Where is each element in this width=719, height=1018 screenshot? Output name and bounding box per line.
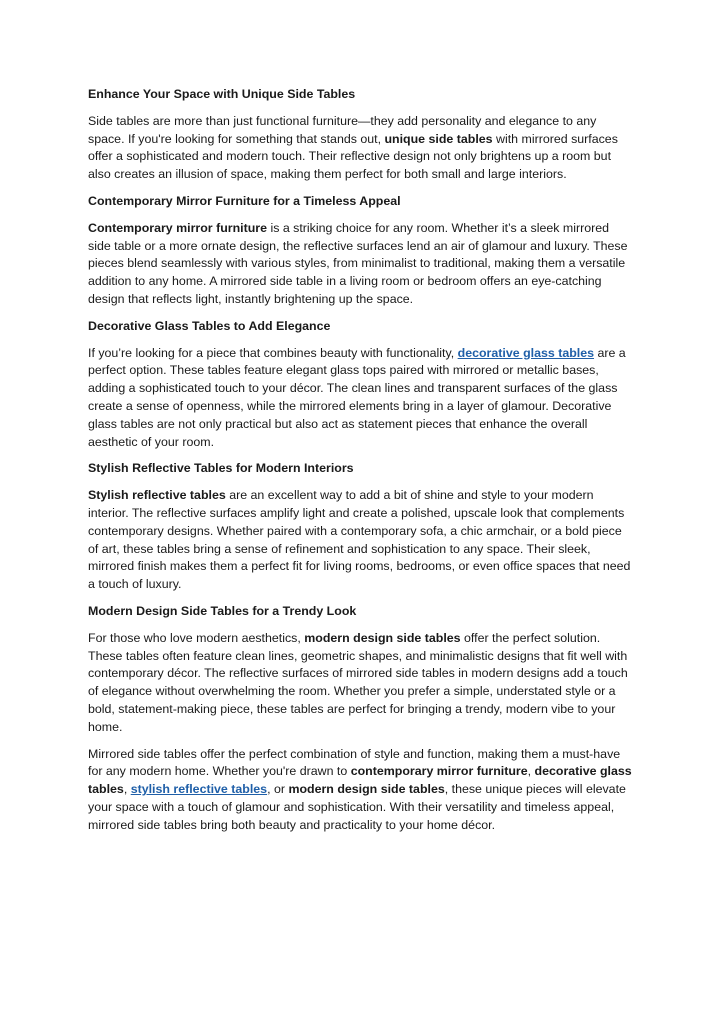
bold-keyword: unique side tables (384, 131, 493, 146)
text: , these unique pieces will elevate your space with a touch of glamour and sophistication. With their versatility and timeless appeal, mirrored side tables bring both beauty and practicality to your home décor. (88, 782, 626, 832)
text: offer the perfect solution. These tables often feature clean lines, geometric shapes, and minimalistic designs that fit well with contemporary décor. The reflective surfaces of mirrored side tables in modern designs add a touch of elegance without overwhelming the room. Whether you prefer a simple, understated style or a bold, statement-making piece, these tables are perfect for bringing a trendy, modern vibe to your home. (88, 630, 628, 734)
text: , or (267, 782, 289, 797)
heading-contemporary-mirror-furniture: Contemporary Mirror Furniture for a Timeless Appeal (88, 193, 401, 208)
heading-unique-side-tables: Enhance Your Space with Unique Side Tables (88, 87, 356, 101)
paragraph-modern-design-side-tables (88, 630, 633, 737)
text: is a striking choice for any room. Whether it’s a sleek mirrored side table or a more ornate design, the reflective surfaces lend an air of glamour and luxury. These pieces blend seamlessly with various styles, from minimalist to traditional, making them a versatile addition to any home. A mirrored side table in a living room or bedroom offers an eye-catching design that reflects light, instantly brightening up the space. (88, 220, 628, 306)
text: If you’re looking for a piece that combines beauty with functionality, (88, 345, 458, 360)
text: Side tables are more than just functional furniture—they add personality and elegance to any space. If you're looking for something that stands out, (88, 113, 597, 146)
text: , (123, 782, 131, 797)
paragraph-decorative-glass-tables (88, 345, 633, 452)
bold-keyword: contemporary mirror furniture (350, 764, 528, 779)
heading-modern-design-side-tables: Modern Design Side Tables for a Trendy Look (88, 603, 357, 618)
paragraph-stylish-reflective-tables (88, 487, 633, 594)
bold-keyword: Contemporary mirror furniture (88, 220, 267, 235)
text: Mirrored side tables offer the perfect combination of style and function, making them a must-have for any modern home. Whether you're drawn to (88, 746, 621, 779)
text: are an excellent way to add a bit of shine and style to your modern interior. The reflective surfaces amplify light and create a polished, upscale look that complements contemporary designs. Whether paired with a contemporary sofa, a chic armchair, or a bold piece of art, these tables bring a sense of refinement and sophistication to any space. Their sleek, mirrored finish makes them a perfect fit for living rooms, bedrooms, or even office spaces that need a touch of luxury. (88, 488, 631, 592)
bold-keyword: modern design side tables (288, 782, 445, 797)
text: , (527, 764, 535, 779)
paragraph-unique-side-tables (88, 113, 633, 184)
paragraph-contemporary-mirror-furniture (88, 220, 633, 309)
heading-stylish-reflective-tables: Stylish Reflective Tables for Modern Interiors (88, 461, 354, 476)
link-decorative-glass-tables[interactable]: decorative glass tables (457, 345, 595, 360)
paragraph-conclusion (88, 746, 633, 835)
heading-decorative-glass-tables: Decorative Glass Tables to Add Elegance (88, 318, 331, 333)
text: are a perfect option. These tables feature elegant glass tops paired with mirrored or metallic bases, adding a sophisticated touch to your décor. The clean lines and transparent surfaces of the glass create a sense of openness, while the mirrored elements bring in a layer of glamour. Decorative glass tables are not only practical but also act as statement pieces that enhance the overall aesthetic of your room. (88, 345, 626, 449)
bold-keyword: decorative glass tables (88, 764, 632, 797)
document-page (88, 86, 633, 843)
bold-keyword: Stylish reflective tables (88, 488, 226, 503)
link-stylish-reflective-tables[interactable]: stylish reflective tables (130, 782, 268, 797)
bold-keyword: modern design side tables (304, 630, 461, 645)
text: For those who love modern aesthetics, (88, 630, 305, 645)
text: with mirrored surfaces offer a sophisticated and modern touch. Their reflective design not only brightens up a room but also creates an illusion of space, making them perfect for both small and large interiors. (88, 131, 618, 182)
